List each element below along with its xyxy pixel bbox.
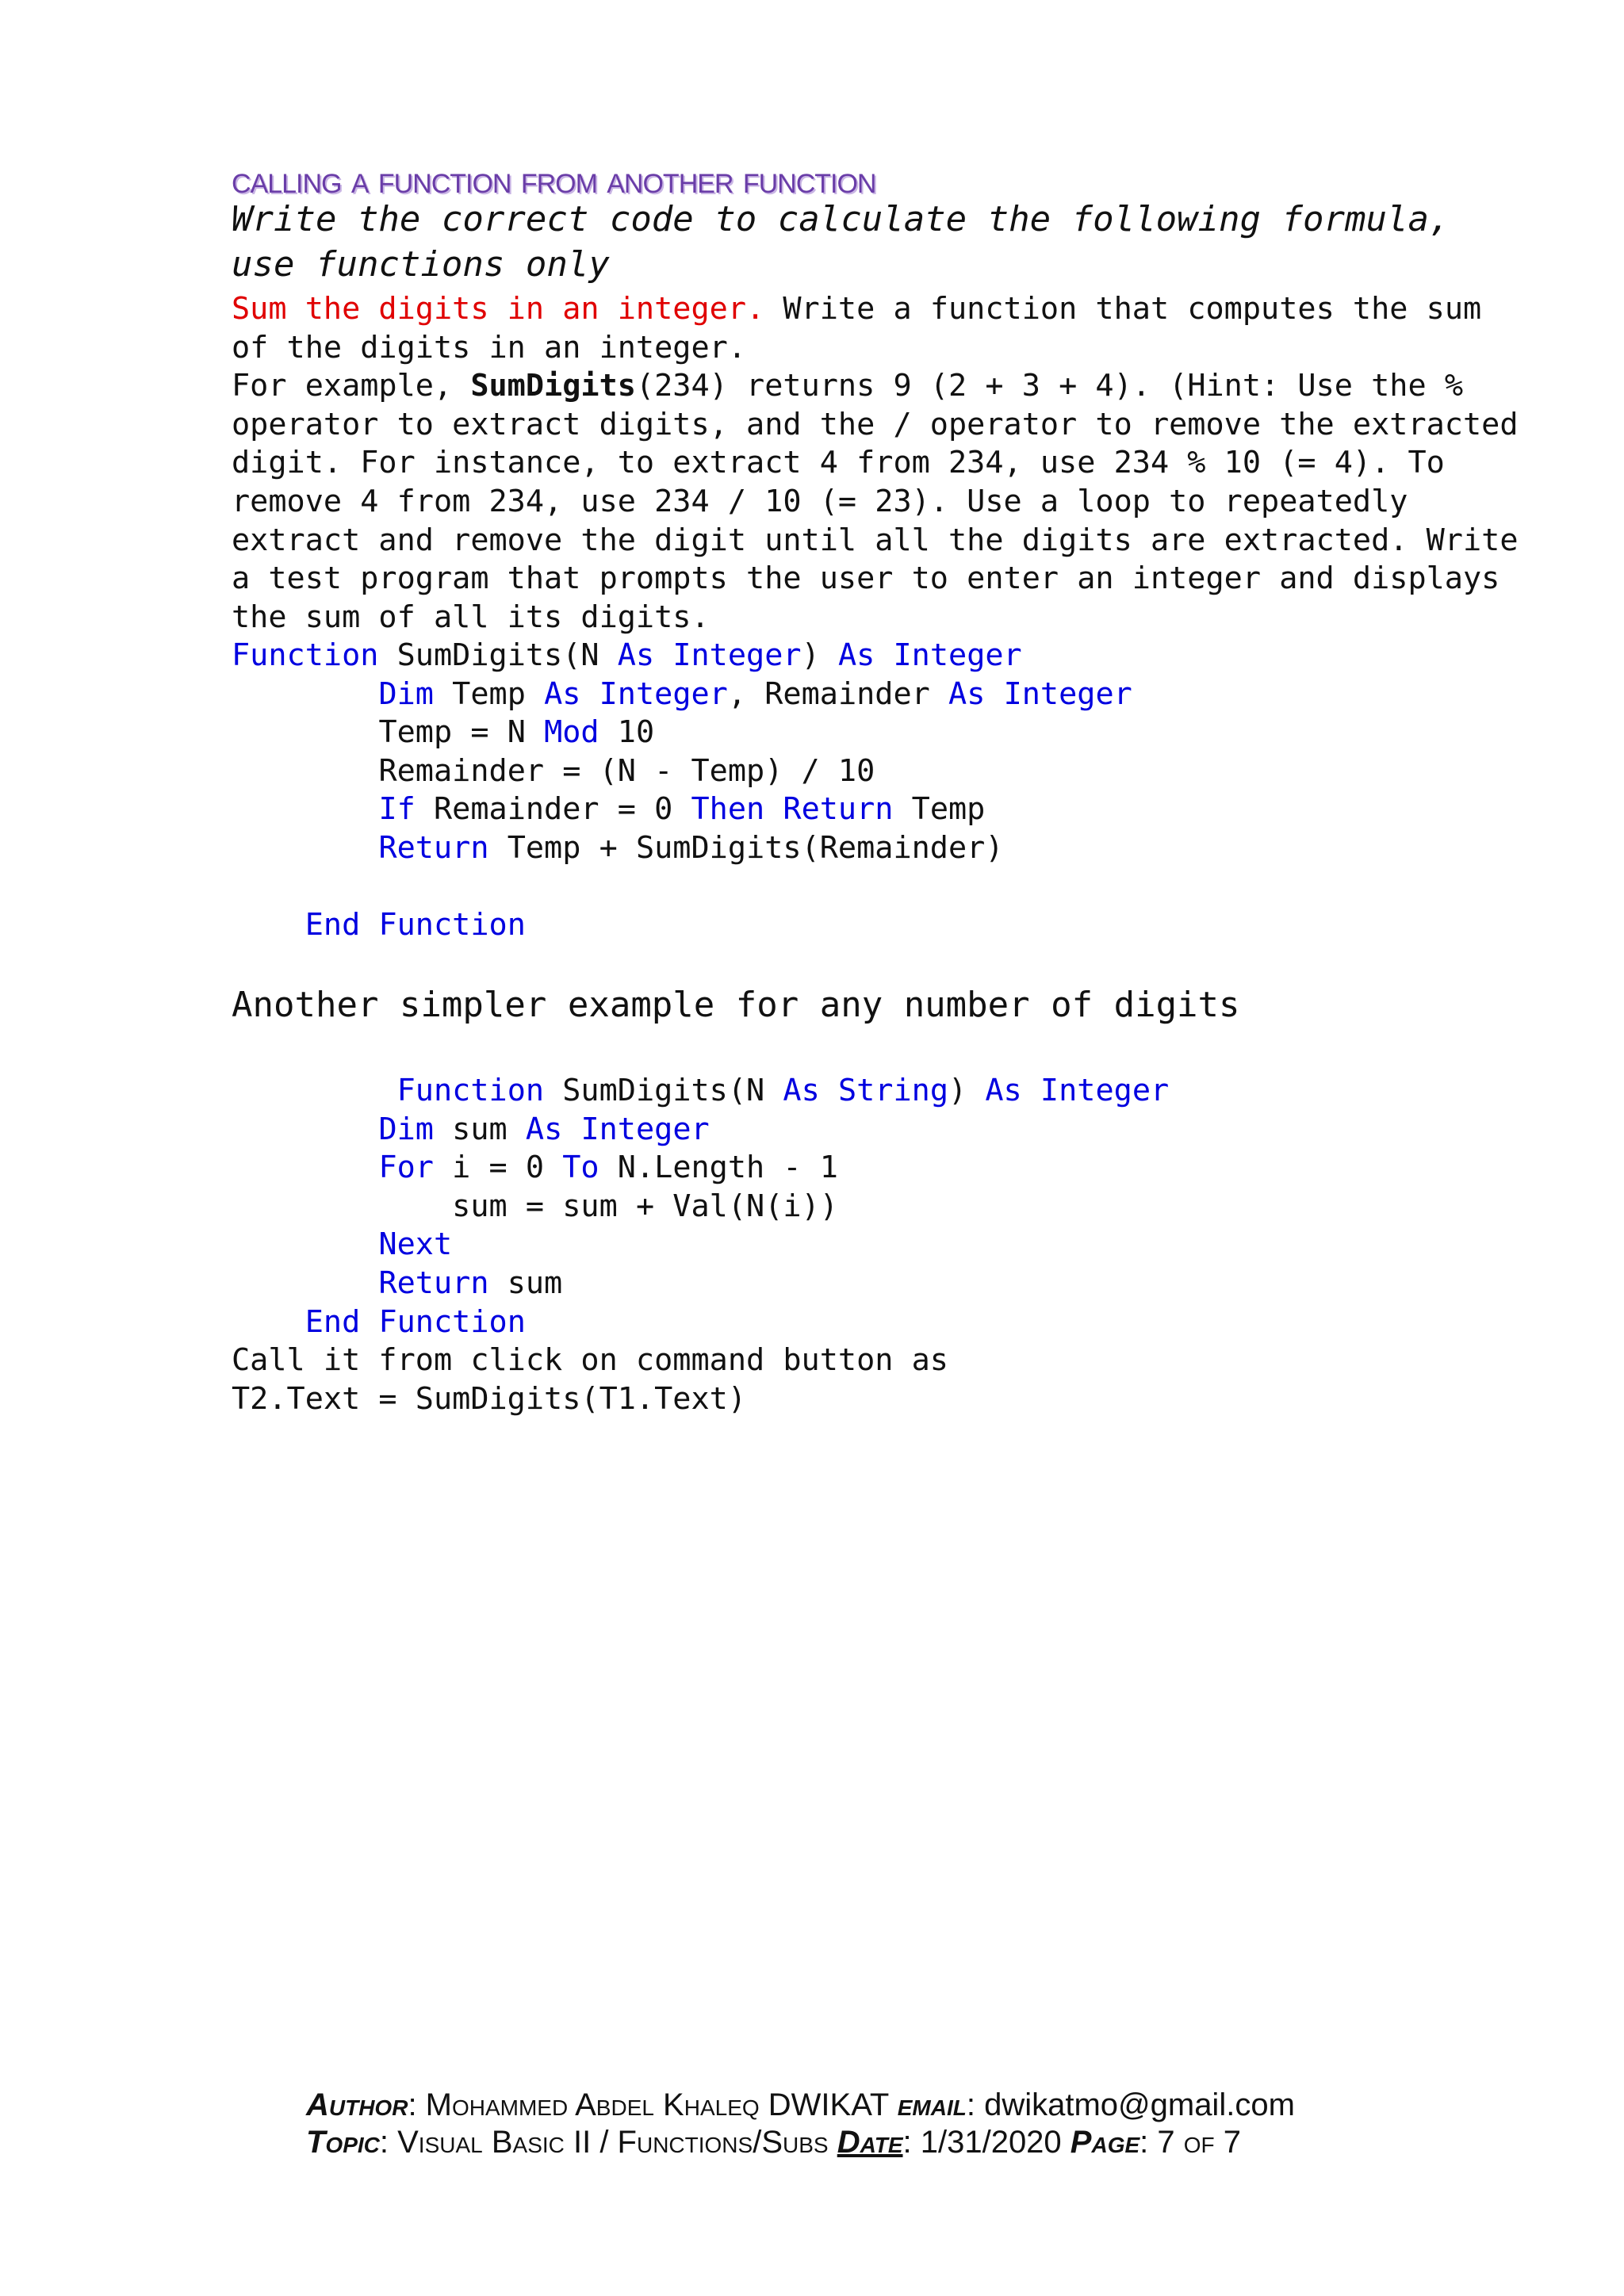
code1-line-3: Temp = N Mod 10 [378,714,655,751]
code1-line-8: End Function [304,907,526,943]
problem-line-3a: For example, [232,368,471,404]
problem-title: Sum the digits in an integer. [232,291,765,327]
code2-line-4: sum = sum + Val(N(i)) [452,1188,838,1224]
topic-label: Topic [306,2125,380,2160]
section-heading: calling a function from another function [232,159,876,201]
problem-line-5: digit. For instance, to extract 4 from 234, use 234 % 10 (= 4). To [232,445,1445,481]
function-name-bold: SumDigits [470,368,636,404]
problem-line-3b: (234) returns 9 (2 + 3 + 4). (Hint: Use the % [635,368,1464,404]
problem-line-8: a test program that prompts the user to enter an integer and displays [232,561,1500,597]
code2-line-1: Function SumDigits(N As String) As Integer [396,1073,1170,1108]
code2-line-6: Return sum [378,1265,563,1301]
code-block-2 [232,1072,1169,1418]
code1-line-6: Return Temp + SumDigits(Remainder) [378,829,1004,866]
problem-line-2: of the digits in an integer. [232,329,747,365]
page-label: Page [1070,2125,1140,2160]
code2-line-7: End Function [304,1303,526,1340]
author-value: : Mohammed Abdel Khaleq DWIKAT [408,2087,898,2122]
subheading: Another simpler example for any number of digits [232,985,1240,1025]
code2-line-3: For i = 0 To N.Length - 1 [378,1150,838,1186]
footer-topic-line [306,2125,1241,2160]
problem-line-9: the sum of all its digits. [232,599,710,635]
code1-line-1: Function SumDigits(N As Integer) As Integer [232,637,1022,673]
problem-statement [232,290,1519,637]
email-label: email [897,2087,967,2122]
code2-call-instruction: Call it from click on command button as [232,1342,948,1379]
code2-call-example: T2.Text = SumDigits(T1.Text) [232,1380,747,1417]
intro-line-1: Write the correct code to calculate the following formula, [232,199,1450,239]
date-value: : 1/31/2020 [902,2125,1071,2160]
code1-line-5: If Remainder = 0 Then Return Temp [378,791,986,828]
page-value: : 7 of 7 [1139,2125,1241,2160]
problem-line-1: Write a function that computes the sum [764,291,1482,327]
topic-value: : Visual Basic II / Functions/Subs [379,2125,837,2160]
code1-line-4: Remainder = (N - Temp) / 10 [378,752,875,789]
date-label: Date [837,2125,903,2160]
problem-line-7: extract and remove the digit until all the digits are extracted. Write [232,522,1519,558]
code2-line-2: Dim sum As Integer [378,1111,710,1147]
code1-blank-line [232,868,1132,907]
problem-line-6: remove 4 from 234, use 234 / 10 (= 23). Use a loop to repeatedly [232,483,1408,519]
author-label: Author [306,2087,408,2122]
footer-author-line [306,2087,1295,2123]
code-block-1 [232,637,1132,945]
intro-line-2: use functions only [232,244,610,285]
code1-line-2: Dim Temp As Integer, Remainder As Integer [378,675,1132,712]
email-value: : dwikatmo@gmail.com [966,2087,1295,2122]
problem-line-4: operator to extract digits, and the / operator to remove the extracted [232,406,1519,442]
intro-text [232,197,1450,287]
code2-line-5: Next [378,1226,453,1263]
